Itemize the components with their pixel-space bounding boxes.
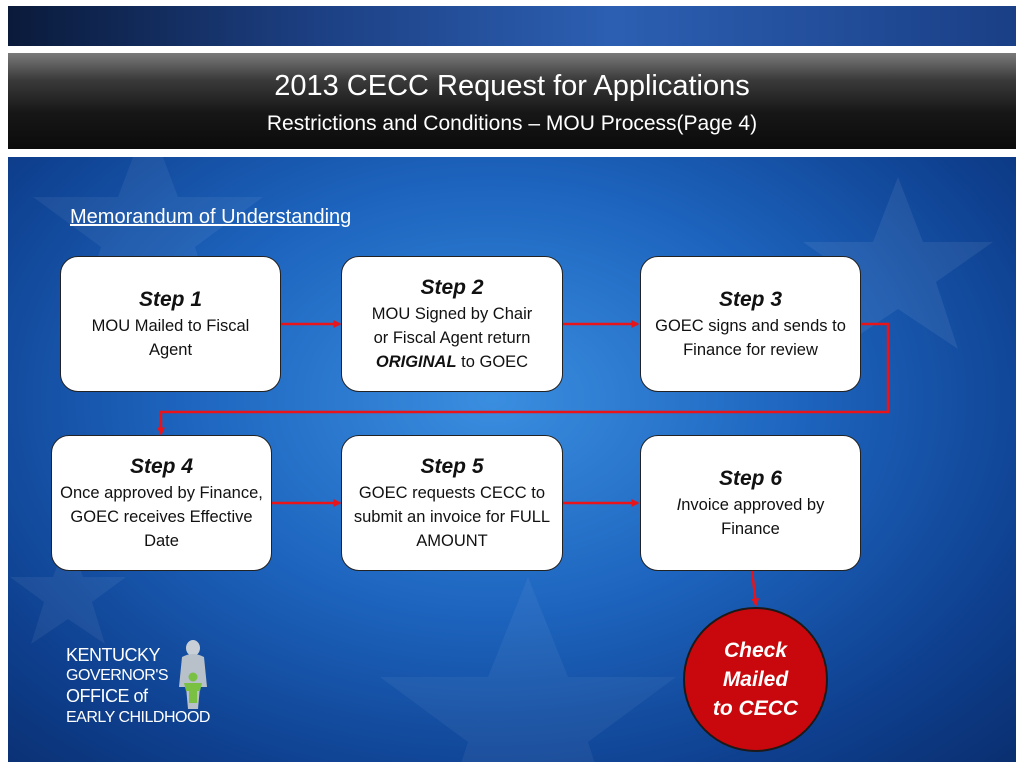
step-5-text: GOEC requests CECC to submit an invoice for FULL AMOUNT: [353, 484, 551, 550]
step-2-text-line-1: MOU Signed by Chair: [371, 305, 533, 323]
logo-line-3: OFFICE of: [66, 686, 148, 706]
step-1-label: Step 1: [138, 288, 203, 311]
step-4-text: Once approved by Finance, GOEC receives Effective Date: [60, 484, 263, 550]
diagram-area: [8, 157, 1016, 762]
step-2-text-line-3: [376, 350, 528, 374]
kentucky-goec-logo: [66, 645, 236, 740]
logo-line-4: EARLY CHILDHOOD: [66, 709, 210, 726]
logo-line-2: GOVERNOR'S: [66, 667, 169, 684]
top-decorative-band: [8, 6, 1016, 46]
step-3-box: [640, 256, 861, 392]
check-line-2: Mailed: [722, 668, 789, 691]
step-3-label: Step 3: [718, 288, 783, 311]
step-5-label: Step 5: [420, 455, 484, 478]
step-6-label: Step 6: [718, 467, 783, 490]
step-6-text: nvoice approved by Finance: [681, 496, 825, 538]
check-line-3: to CECC: [712, 697, 799, 720]
section-title: Memorandum of Understanding: [70, 206, 352, 228]
adult-child-figure-icon: [176, 639, 210, 711]
step-4-box: [51, 435, 272, 571]
step-6-box: [640, 435, 861, 571]
step-2-label: Step 2: [420, 276, 484, 299]
logo-line-1: KENTUCKY: [66, 645, 161, 665]
step-2-box: [341, 256, 563, 392]
step-1-box: [60, 256, 281, 392]
title-bar: [8, 53, 1016, 149]
step-5-box: [341, 435, 563, 571]
arrow-step6-check: [752, 571, 756, 605]
step-1-text: MOU Mailed to Fiscal Agent: [91, 317, 250, 359]
page-subtitle: Restrictions and Conditions – MOU Process(Page 4): [266, 112, 758, 135]
step-4-label: Step 4: [129, 455, 194, 478]
check-mailed-circle: [683, 607, 828, 752]
step-6-text-wrap: [649, 493, 852, 541]
page-title: 2013 CECC Request for Applications: [274, 70, 750, 102]
step-2-text-tail: to GOEC: [456, 353, 529, 371]
check-line-1: Check: [723, 639, 788, 662]
step-3-text: GOEC signs and sends to Finance for review: [655, 317, 846, 359]
step-2-emphasis: ORIGINAL: [375, 353, 457, 371]
step-2-text-line-2: or Fiscal Agent return: [373, 329, 531, 347]
step-6-initial: I: [676, 496, 682, 514]
